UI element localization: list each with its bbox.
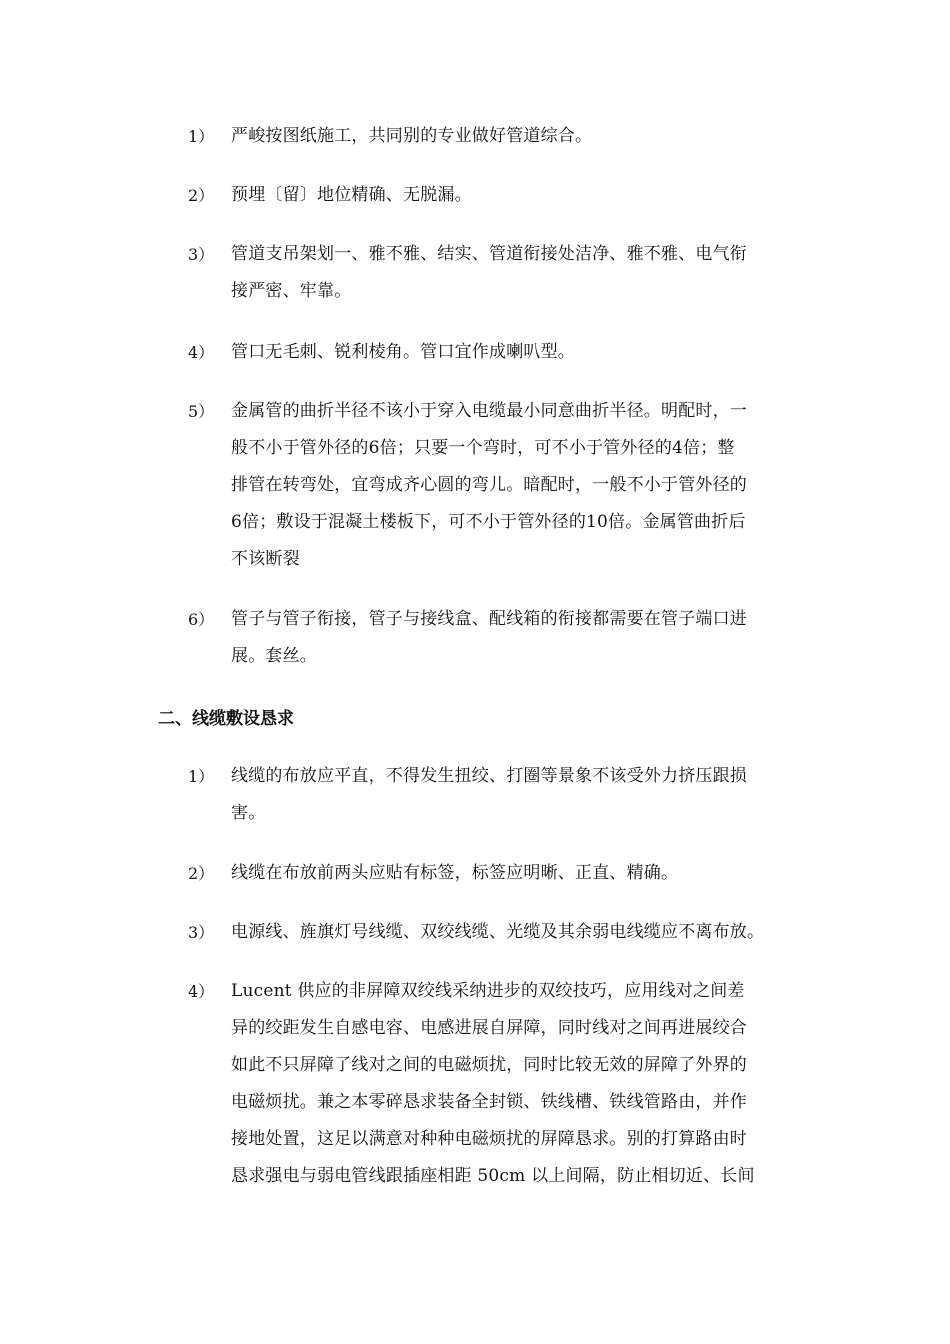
text-line: Lucent 供应的非屏障双绞线采纳进步的双绞技巧，应用线对之间差: [231, 981, 745, 1001]
text-line: 电磁烦扰。兼之本零碎恳求装备全封锁、铁线槽、铁线管路由，并作: [231, 1092, 747, 1112]
text-line: 金属管的曲折半径不该小于穿入电缆最小同意曲折半径。明配时，一: [231, 401, 747, 421]
list-item-number: 3）: [188, 245, 215, 264]
text-line: 般不小于管外径的6倍；只要一个弯时，可不小于管外径的4倍；整: [231, 438, 735, 458]
text-line: 展。套丝。: [231, 646, 317, 666]
list-item-number: 4）: [188, 343, 215, 362]
text-line: 管口无毛刺、锐利棱角。管口宜作成喇叭型。: [231, 342, 575, 362]
list-item-number: 4）: [188, 982, 215, 1001]
text-line: 害。: [231, 803, 266, 823]
list-item-text: [231, 914, 811, 951]
list-item-number: 1）: [188, 127, 215, 146]
list-item-number: 2）: [188, 864, 215, 883]
text-line: 管子与管子衔接，管子与接线盒、配线箱的衔接都需要在管子端口进: [231, 609, 747, 629]
text-line: 不该断裂: [231, 549, 300, 569]
text-line: 线缆的布放应平直，不得发生扭绞、打圈等景象不该受外力挤压跟损: [231, 766, 747, 786]
text-line: 预埋〔留〕地位精确、无脱漏。: [231, 185, 472, 205]
text-line: 异的绞距发生自感电容、电感进展自屏障，同时线对之间再进展绞合: [231, 1018, 747, 1038]
list-item-text: [231, 118, 811, 155]
list-item-text: [231, 334, 811, 371]
text-line: 接地处置，这足以满意对种种电磁烦扰的屏障恳求。别的打算路由时: [231, 1129, 747, 1149]
text-line: 6倍；敷设于混凝土楼板下，可不小于管外径的10倍。金属管曲折后: [231, 512, 746, 532]
text-line: 排管在转弯处，宜弯成齐心圆的弯儿。暗配时，一般不小于管外径的: [231, 475, 747, 495]
text-line: 如此不只屏障了线对之间的电磁烦扰，同时比较无效的屏障了外界的: [231, 1055, 747, 1075]
text-line: 管道支吊架划一、雅不雅、结实、管道衔接处洁净、雅不雅、电气衔: [231, 244, 747, 264]
text-line: 严峻按图纸施工，共同别的专业做好管道综合。: [231, 126, 593, 146]
text-line: 恳求强电与弱电管线跟插座相距 50cm 以上间隔，防止相切近、长间: [231, 1166, 755, 1186]
list-item-text: [231, 393, 811, 578]
text-line: 接严密、牢靠。: [231, 281, 352, 301]
list-item-text: [231, 758, 811, 832]
list-item-number: 3）: [188, 923, 215, 942]
list-item-number: 5）: [188, 402, 215, 421]
text-line: 线缆在布放前两头应贴有标签，标签应明晰、正直、精确。: [231, 863, 679, 883]
list-item-number: 1）: [188, 767, 215, 786]
list-item-text: [231, 236, 811, 310]
list-item-text: [231, 855, 811, 892]
list-item-text: [231, 973, 811, 1195]
list-item-number: 6）: [188, 610, 215, 629]
text-line: 电源线、旌旗灯号线缆、双绞线缆、光缆及其余弱电线缆应不离布放。: [231, 922, 765, 942]
list-item-text: [231, 601, 811, 675]
section-heading: 二、线缆敷设恳求: [158, 709, 294, 729]
list-item-number: 2）: [188, 186, 215, 205]
list-item-text: [231, 177, 811, 214]
